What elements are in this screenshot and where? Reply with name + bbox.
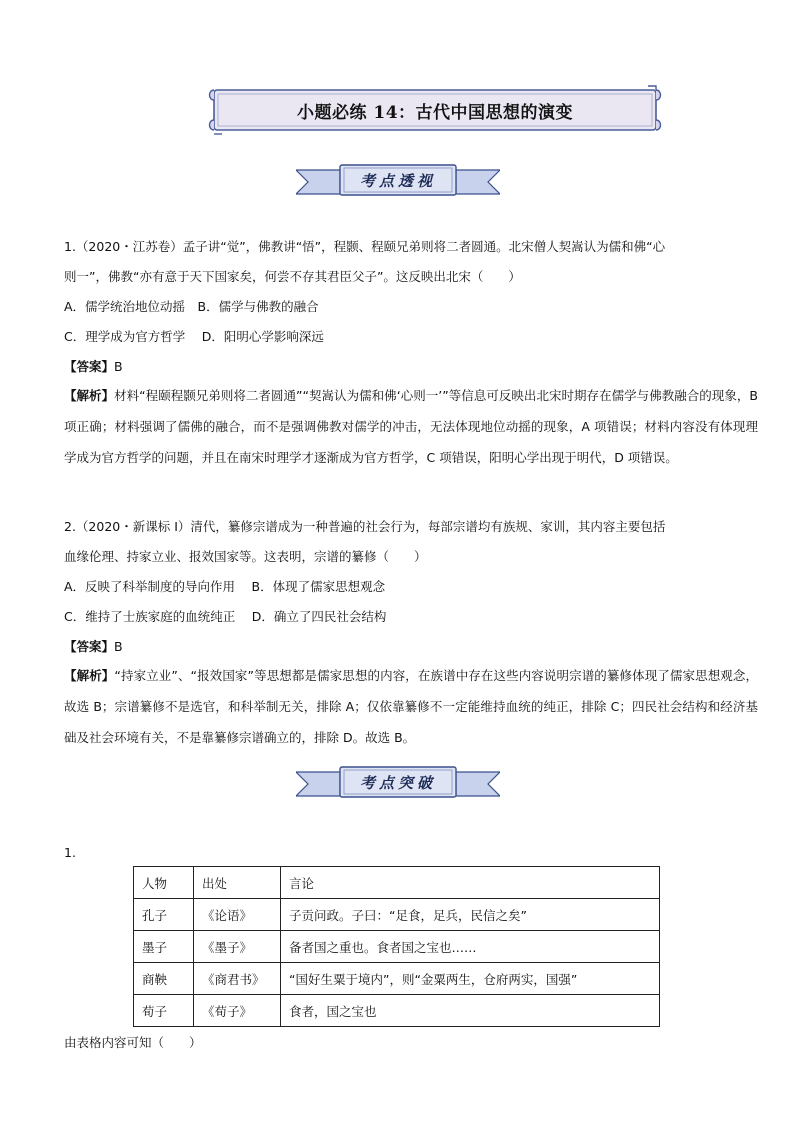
analysis-label: 【解析】	[64, 668, 115, 683]
table-cell: 荀子	[134, 995, 194, 1027]
table-cell: 墨子	[134, 931, 194, 963]
table-cell: 子贡问政。子曰：“足食，足兵，民信之矣”	[281, 899, 660, 931]
source-table	[133, 866, 660, 1027]
table-cell: “国好生粟于境内”，则“金粟两生，仓府两实，国强”	[281, 963, 660, 995]
q1-options-line-1: A．儒学统治地位动摇 B．儒学与佛教的融合	[64, 299, 319, 314]
q2-stem-line-2: 血缘伦理、持家立业、报效国家等。这表明，宗谱的纂修（ ）	[64, 549, 427, 564]
answer-label: 【答案】	[64, 639, 115, 654]
table-row	[134, 995, 660, 1027]
q2-answer	[64, 638, 123, 656]
q2-options-line-1: A．反映了科举制度的导向作用 B．体现了儒家思想观念	[64, 579, 386, 594]
title-scroll-banner	[208, 84, 662, 136]
table-header-cell: 言论	[281, 867, 660, 899]
q3-number: 1.	[64, 845, 76, 860]
table-row	[134, 899, 660, 931]
table-header-cell: 出处	[194, 867, 281, 899]
table-cell: 《商君书》	[194, 963, 281, 995]
table-cell: 备者国之重也。食者国之宝也……	[281, 931, 660, 963]
q1-answer	[64, 358, 123, 376]
analysis-label: 【解析】	[64, 388, 115, 403]
q1-stem-line-1: 1.（2020・江苏卷）孟子讲“觉”，佛教讲“悟”，程颢、程颐兄弟则将二者圆通。北宋僧人契嵩认为儒和佛“心	[64, 239, 666, 254]
table-cell: 商鞅	[134, 963, 194, 995]
answer-value: B	[114, 639, 123, 654]
analysis-text: “持家立业”、“报效国家”等思想都是儒家思想的内容，在族谱中存在这些内容说明宗谱的纂修体现了儒家思想观念，故选 B；宗谱纂修不是选官，和科举制无关，排除 A；仅依靠纂修不一定能维持血统的纯正，排除 C；四民社会结构和经济基础及社会环境有关，不是靠纂修宗谱确立的，排除 D。故选 B。	[64, 668, 758, 745]
q1-options-line-2: C．理学成为官方哲学 D．阳明心学影响深远	[64, 329, 324, 344]
q1-stem-line-2: 则一”，佛教“亦有意于天下国家矣，何尝不存其君臣父子”。这反映出北宋（ ）	[64, 269, 521, 284]
table-row	[134, 963, 660, 995]
table-cell: 《墨子》	[194, 931, 281, 963]
table-header-cell: 人物	[134, 867, 194, 899]
table-cell: 孔子	[134, 899, 194, 931]
analysis-text: 材料“程颐程颢兄弟则将二者圆通”“契嵩认为儒和佛‘心则一’”等信息可反映出北宋时期存在儒学与佛教融合的现象，B 项正确；材料强调了儒佛的融合，而不是强调佛教对儒学的冲击，无法体现地位动摇的现象，A 项错误；材料内容没有体现理学成为官方哲学的问题，并且在南宋时理学才逐渐成为官方哲学，C 项错误，阳明心学出现于明代，D 项错误。	[64, 388, 758, 465]
table-cell: 《荀子》	[194, 995, 281, 1027]
section-label: 考点突破	[359, 773, 436, 792]
section-ribbon-review	[296, 162, 500, 198]
q2-options-line-2: C．维持了士族家庭的血统纯正 D．确立了四民社会结构	[64, 609, 387, 624]
q2-stem-line-1: 2.（2020・新课标 I）清代，纂修宗谱成为一种普遍的社会行为，每部宗谱均有族规、家训，其内容主要包括	[64, 519, 666, 534]
table-header-row	[134, 867, 660, 899]
q1-analysis	[64, 380, 758, 473]
answer-label: 【答案】	[64, 359, 115, 374]
answer-value: B	[114, 359, 123, 374]
q2-analysis	[64, 660, 758, 753]
table-cell: 食者，国之宝也	[281, 995, 660, 1027]
section-ribbon-breakthrough	[296, 764, 500, 800]
page-title: 小题必练 14：古代中国思想的演变	[296, 102, 574, 123]
section-label: 考点透视	[359, 171, 436, 190]
table-row	[134, 931, 660, 963]
q3-stem-after: 由表格内容可知（ ）	[64, 1035, 202, 1050]
table-cell: 《论语》	[194, 899, 281, 931]
